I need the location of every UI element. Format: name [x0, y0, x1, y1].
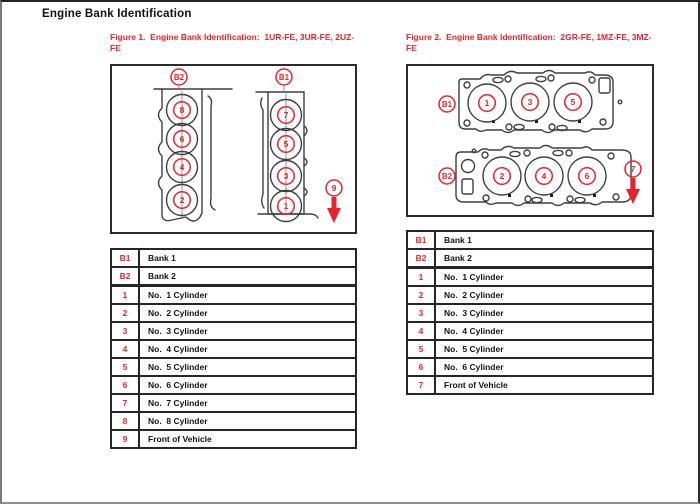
legend-label: Bank 2 — [139, 267, 356, 286]
cylinder-2 — [483, 157, 521, 195]
legend-row — [407, 286, 653, 304]
legend-label: No. 2 Cylinder — [435, 286, 653, 304]
legend-row — [407, 249, 653, 268]
legend-label: No. 3 Cylinder — [139, 322, 356, 340]
cylinder-5 — [554, 83, 592, 121]
legend-key: 2 — [407, 286, 435, 304]
legend-key: B2 — [111, 267, 139, 286]
legend-key: 2 — [111, 304, 139, 322]
svg-text:6: 6 — [584, 171, 590, 181]
legend-row — [407, 376, 653, 394]
legend-label: No. 4 Cylinder — [139, 340, 356, 358]
bank1-label — [439, 96, 455, 112]
svg-text:B2: B2 — [173, 73, 185, 82]
figure2-caption: Figure 2. Engine Bank Identification: 2GR-FE, 1MZ-FE, 3MZ-FE — [406, 32, 652, 54]
legend-label: Bank 2 — [435, 249, 653, 268]
v6-engine-diagram — [408, 66, 652, 215]
legend-row — [407, 322, 653, 340]
legend-key: 6 — [111, 376, 139, 394]
svg-text:5: 5 — [283, 139, 289, 149]
legend-key: 4 — [111, 340, 139, 358]
legend-key: 1 — [407, 268, 435, 287]
bank2-label — [439, 168, 455, 184]
legend-row — [407, 231, 653, 249]
legend-row — [407, 358, 653, 376]
legend-row — [111, 340, 356, 358]
legend-label: No. 2 Cylinder — [139, 304, 356, 322]
legend-label: No. 3 Cylinder — [435, 304, 653, 322]
legend-row — [111, 412, 356, 430]
legend-label: No. 1 Cylinder — [435, 268, 653, 287]
bank2-label — [171, 69, 187, 89]
cylinder-3 — [511, 83, 549, 121]
legend-row — [111, 267, 356, 286]
legend-label: No. 5 Cylinder — [435, 340, 653, 358]
legend-label: No. 6 Cylinder — [435, 358, 653, 376]
legend-label: Front of Vehicle — [139, 430, 356, 448]
svg-text:3: 3 — [283, 171, 289, 181]
svg-text:2: 2 — [499, 171, 505, 181]
svg-text:B1: B1 — [278, 73, 290, 82]
legend-label: Bank 1 — [139, 249, 356, 267]
legend-row — [407, 268, 653, 287]
bank1-label — [276, 69, 292, 91]
legend-row — [111, 394, 356, 412]
cylinder-6 — [568, 157, 606, 195]
legend-row — [111, 430, 356, 448]
svg-text:2: 2 — [179, 195, 185, 205]
svg-text:7: 7 — [283, 110, 289, 120]
legend-key: 7 — [407, 376, 435, 394]
svg-text:6: 6 — [179, 134, 185, 144]
legend-label: No. 7 Cylinder — [139, 394, 356, 412]
svg-text:4: 4 — [541, 171, 547, 181]
legend-key: 5 — [111, 358, 139, 376]
svg-text:B2: B2 — [441, 172, 453, 181]
legend-label: Front of Vehicle — [435, 376, 653, 394]
svg-text:1: 1 — [283, 201, 289, 211]
legend-key: 1 — [111, 286, 139, 305]
svg-text:7: 7 — [630, 164, 636, 174]
legend-key: B1 — [111, 249, 139, 267]
svg-text:1: 1 — [484, 98, 490, 108]
legend-key: 6 — [407, 358, 435, 376]
svg-text:4: 4 — [179, 162, 185, 172]
legend-row — [407, 340, 653, 358]
legend-key: 5 — [407, 340, 435, 358]
legend-key: 3 — [111, 322, 139, 340]
legend-key: 9 — [111, 430, 139, 448]
legend-label: No. 4 Cylinder — [435, 322, 653, 340]
front-of-vehicle-arrow-icon — [625, 161, 641, 204]
front-of-vehicle-arrow-icon — [326, 180, 342, 223]
svg-text:9: 9 — [331, 183, 337, 193]
legend-row — [111, 249, 356, 267]
figure1-caption: Figure 1. Engine Bank Identification: 1UR-FE, 3UR-FE, 2UZ-FE — [110, 32, 355, 54]
cylinder-4 — [525, 157, 563, 195]
legend-row — [407, 304, 653, 322]
legend-label: No. 1 Cylinder — [139, 286, 356, 305]
svg-text:8: 8 — [179, 105, 185, 115]
legend-row — [111, 304, 356, 322]
figure2-legend-table — [406, 230, 654, 395]
legend-row — [111, 286, 356, 305]
figure1-legend-table — [110, 248, 357, 449]
bank1-gasket-outline — [459, 71, 622, 133]
legend-key: 7 — [111, 394, 139, 412]
legend-label: Bank 1 — [435, 231, 653, 249]
legend-row — [111, 376, 356, 394]
v8-engine-diagram — [112, 66, 355, 232]
svg-text:B1: B1 — [441, 100, 453, 109]
legend-key: 8 — [111, 412, 139, 430]
legend-row — [111, 358, 356, 376]
legend-key: B1 — [407, 231, 435, 249]
svg-text:3: 3 — [527, 97, 533, 107]
bank2-outline — [154, 89, 232, 221]
svg-text:5: 5 — [570, 97, 576, 107]
cylinder-1 — [468, 84, 506, 122]
figure2-diagram — [406, 64, 654, 217]
legend-row — [111, 322, 356, 340]
legend-label: No. 6 Cylinder — [139, 376, 356, 394]
figure1-diagram — [110, 64, 357, 234]
legend-key: 3 — [407, 304, 435, 322]
legend-key: B2 — [407, 249, 435, 268]
page-title: Engine Bank Identification — [42, 8, 192, 20]
legend-key: 4 — [407, 322, 435, 340]
legend-label: No. 5 Cylinder — [139, 358, 356, 376]
legend-label: No. 8 Cylinder — [139, 412, 356, 430]
